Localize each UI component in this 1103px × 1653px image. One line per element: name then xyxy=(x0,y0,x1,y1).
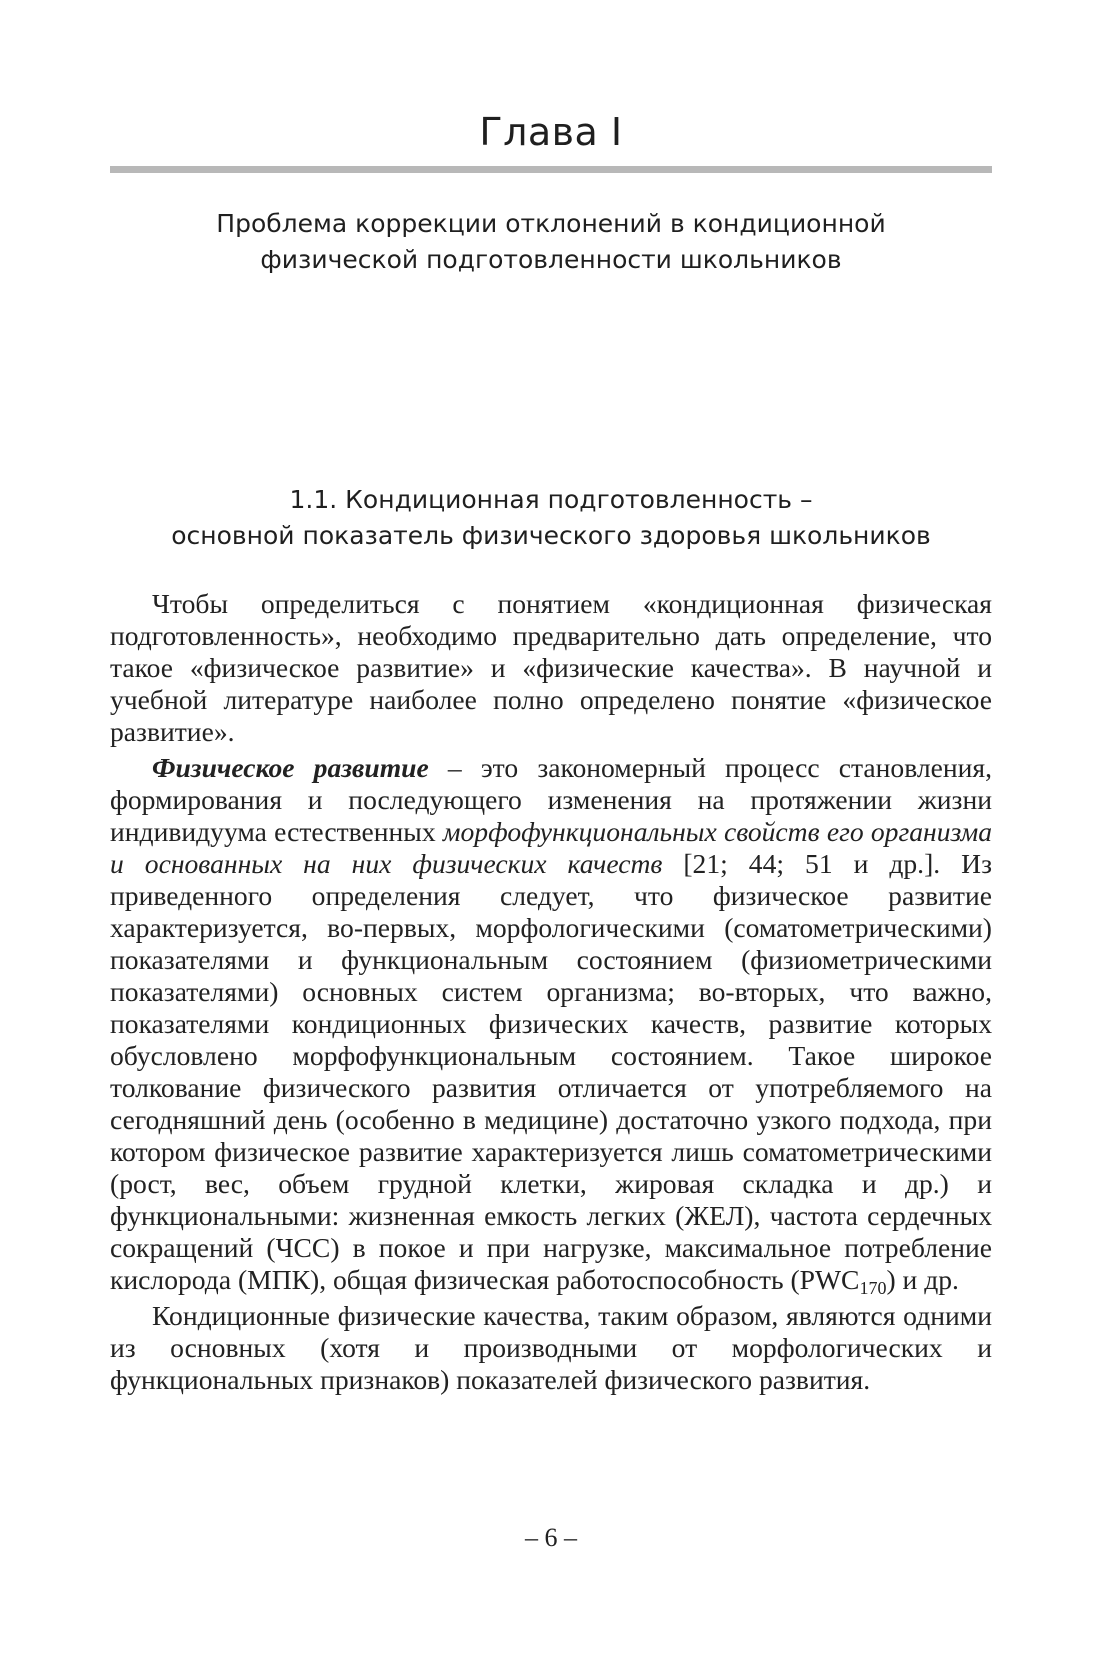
defined-term: Физическое развитие xyxy=(152,752,429,783)
paragraph-1: Чтобы определиться с понятием «кондиционная физическая подготовленность», необходимо предварительно дать определение, что такое «физическое развитие» и «физические качества». В научной и учебной литературе наиболее полно определено понятие «физическое развитие». xyxy=(110,588,992,747)
body-text xyxy=(110,588,992,1396)
page-number: – 6 – xyxy=(525,1523,577,1552)
chapter-subtitle-line: Проблема коррекции отклонений в кондиционной xyxy=(216,209,886,238)
italic-phrase: морфофункциональных свойств его организма и основанных на них физических качеств xyxy=(110,816,992,879)
chapter-subtitle xyxy=(110,206,992,278)
section-title-line: 1.1. Кондиционная подготовленность – xyxy=(289,485,813,514)
chapter-subtitle-line: физической подготовленности школьников xyxy=(260,245,842,274)
chapter-title: Глава I xyxy=(479,110,623,154)
paragraph-2-text: – это закономерный процесс становления, формирования и последующего изменения на протяжении жизни индивидуума естественных xyxy=(110,752,992,847)
paragraph-2 xyxy=(110,752,992,1296)
chapter-rule-divider xyxy=(110,166,992,173)
section-title-line: основной показатель физического здоровья школьников xyxy=(171,521,931,550)
paragraph-3: Кондиционные физические качества, таким образом, являются одними из основных (хотя и производными от морфологических и функциональных признаков) показателей физического развития. xyxy=(110,1300,992,1395)
subscript: 170 xyxy=(859,1278,887,1298)
section-title xyxy=(110,482,992,554)
paragraph-2-text: ) и др. xyxy=(886,1264,959,1295)
paragraph-2-text: [21; 44; 51 и др.]. Из приведенного определения следует, что физическое развитие характеризуется, во-первых, морфологическими (соматометрическими) показателями и функциональным состоянием (физиометрическими показателями) основных систем организма; во-вторых, что важно, показателями кондиционных физических качеств, развитие которых обусловлено морфофункциональным состоянием. Такое широкое толкование физического развития отличается от употребляемого на сегодняшний день (особенно в медицине) достаточно узкого подхода, при котором физическое развитие характеризуется лишь соматометрическими (рост, вес, объем грудной клетки, жировая складка и др.) и функциональными: жизненная емкость легких (ЖЕЛ), частота сердечных сокращений (ЧСС) в покое и при нагрузке, максимальное потребление кислорода (МПК), общая физическая работоспособность (PWC xyxy=(110,848,992,1295)
